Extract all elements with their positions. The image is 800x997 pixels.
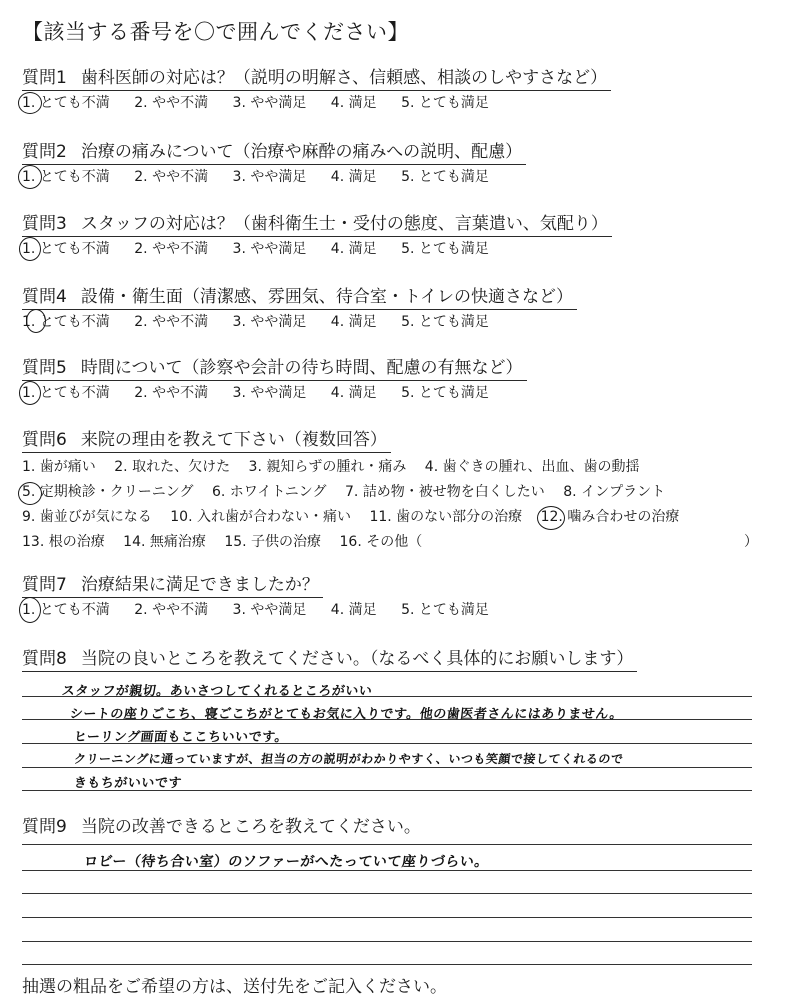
question-1 (22, 66, 792, 113)
q9-line-1 (22, 844, 752, 845)
q2-option-3[interactable]: 3. やや満足 (232, 169, 307, 185)
question-3-text: スタッフの対応は？（歯科衛生士・受付の態度、言葉遣い、気配り） (80, 214, 608, 234)
q3-option-3[interactable]: 3. やや満足 (232, 241, 307, 257)
q5-option-1[interactable]: 1. とても不満 (22, 383, 110, 403)
q8-answer-5: きもちがいいです (73, 776, 183, 791)
q4-option-3[interactable]: 3. やや満足 (232, 314, 307, 330)
question-2-title (22, 140, 526, 165)
question-8-number: 質問8 (22, 649, 67, 669)
q1-option-2[interactable]: 2. やや不満 (134, 95, 209, 111)
question-6-title (22, 428, 391, 453)
q2-option-2[interactable]: 2. やや不満 (134, 169, 209, 185)
question-4-options (22, 312, 792, 332)
question-5-text: 時間について（診察や会計の待ち時間、配慮の有無など） (80, 358, 523, 378)
q6-option-16[interactable]: 16. その他（ (339, 534, 423, 550)
question-9 (22, 815, 792, 839)
question-5-options (22, 383, 792, 403)
q6-option-3[interactable]: 3. 親知らずの腫れ・痛み (248, 459, 407, 475)
q7-option-5[interactable]: 5. とても満足 (401, 602, 489, 618)
q9-answer-1: ロビー（待ち合い室）のソファーがへたっていて座りづらい。 (83, 854, 490, 870)
q4-option-1[interactable]: 1. とても不満 (22, 312, 110, 332)
q7-option-1[interactable]: 1. とても不満 (22, 600, 110, 620)
q6-option-10[interactable]: 10. 入れ歯が合わない・痛い (170, 509, 351, 525)
question-2 (22, 140, 792, 187)
q9-line-4 (22, 917, 752, 918)
question-6-number: 質問6 (22, 430, 67, 450)
question-7-number: 質問7 (22, 575, 67, 595)
q5-option-2[interactable]: 2. やや不満 (134, 385, 209, 401)
question-1-title (22, 66, 611, 91)
q1-option-4[interactable]: 4. 満足 (330, 95, 377, 111)
q7-option-3[interactable]: 3. やや満足 (232, 602, 307, 618)
question-4 (22, 285, 792, 332)
q2-option-1[interactable]: 1. とても不満 (22, 167, 110, 187)
question-7-text: 治療結果に満足できましたか？ (80, 575, 319, 595)
q6-option-13[interactable]: 13. 根の治療 (22, 534, 105, 550)
footer-text: 抽選の粗品をご希望の方は、送付先をご記入ください。 (22, 977, 447, 997)
q2-option-4[interactable]: 4. 満足 (330, 169, 377, 185)
q8-answer-area[interactable] (22, 668, 772, 798)
q4-option-4[interactable]: 4. 満足 (330, 314, 377, 330)
q8-answer-3: ヒーリング画面もここちいいです。 (73, 730, 289, 745)
q1-option-3[interactable]: 3. やや満足 (232, 95, 307, 111)
q3-option-1[interactable]: 1. とても不満 (22, 239, 110, 259)
question-4-number: 質問4 (22, 287, 67, 307)
question-3-options (22, 239, 792, 259)
question-6-text: 来院の理由を教えて下さい（複数回答） (80, 430, 387, 450)
q8-answer-1: スタッフが親切。あいさつしてくれるところがいい (61, 684, 374, 699)
q9-line-6 (22, 964, 752, 965)
q6-option-12[interactable]: 12. 噛み合わせの治療 (541, 505, 680, 530)
q6-row-1 (22, 455, 792, 480)
question-6 (22, 428, 792, 555)
q7-option-2[interactable]: 2. やや不満 (134, 602, 209, 618)
q8-answer-4: クリーニングに通っていますが、担当の方の説明がわかりやすく、いつも笑顔で接してくれるので (73, 752, 625, 766)
q9-answer-area[interactable] (22, 840, 772, 970)
question-5 (22, 356, 792, 403)
q6-row-3 (22, 505, 792, 530)
q7-option-4[interactable]: 4. 満足 (330, 602, 377, 618)
q6-option-15[interactable]: 15. 子供の治療 (224, 534, 322, 550)
q5-option-5[interactable]: 5. とても満足 (401, 385, 489, 401)
question-7-options (22, 600, 792, 620)
question-4-title (22, 285, 577, 310)
q8-line-4 (22, 767, 752, 768)
instruction-header: 【該当する番号を〇で囲んでください】 (22, 20, 409, 44)
question-4-text: 設備・衛生面（清潔感、雰囲気、待合室・トイレの快適さなど） (80, 287, 573, 307)
question-2-options (22, 167, 792, 187)
question-3-title (22, 212, 612, 237)
q6-option-6[interactable]: 6. ホワイトニング (211, 484, 327, 500)
question-6-options (22, 455, 792, 555)
q3-option-5[interactable]: 5. とても満足 (401, 241, 489, 257)
question-5-title (22, 356, 527, 381)
q6-option-4[interactable]: 4. 歯ぐきの腫れ、出血、歯の動揺 (424, 459, 640, 475)
q4-option-5[interactable]: 5. とても満足 (401, 314, 489, 330)
q6-option-14[interactable]: 14. 無痛治療 (123, 534, 206, 550)
question-2-text: 治療の痛みについて（治療や麻酔の痛みへの説明、配慮） (80, 142, 523, 162)
q6-option-5[interactable]: 5. 定期検診・クリーニング (22, 480, 194, 505)
question-8-text: 当院の良いところを教えてください。（なるべく具体的にお願いします） (80, 649, 634, 669)
q6-row-2 (22, 480, 792, 505)
question-9-number: 質問9 (22, 817, 67, 837)
q9-line-5 (22, 941, 752, 942)
question-9-text: 当院の改善できるところを教えてください。 (80, 817, 421, 837)
question-9-title (22, 815, 425, 839)
question-2-number: 質問2 (22, 142, 67, 162)
q8-answer-2: シートの座りごこち、寝ごこちがとてもお気に入りです。他の歯医者さんにはありません。 (69, 707, 624, 722)
question-7 (22, 573, 792, 620)
question-3-number: 質問3 (22, 214, 67, 234)
q1-option-1[interactable]: 1. とても不満 (22, 93, 110, 113)
question-1-options (22, 93, 792, 113)
q6-row-4 (22, 530, 792, 555)
q6-option-1[interactable]: 1. 歯が痛い (22, 459, 96, 475)
q5-option-4[interactable]: 4. 満足 (330, 385, 377, 401)
q6-option-8[interactable]: 8. インプラント (563, 484, 666, 500)
q3-option-4[interactable]: 4. 満足 (330, 241, 377, 257)
q6-option-7[interactable]: 7. 詰め物・被せ物を白くしたい (345, 484, 545, 500)
q9-line-3 (22, 893, 752, 894)
q1-option-5[interactable]: 5. とても満足 (401, 95, 489, 111)
q4-option-2[interactable]: 2. やや不満 (134, 314, 209, 330)
q2-option-5[interactable]: 5. とても満足 (401, 169, 489, 185)
question-3 (22, 212, 792, 259)
q6-option-11[interactable]: 11. 歯のない部分の治療 (369, 509, 523, 525)
q6-option-9[interactable]: 9. 歯並びが気になる (22, 509, 152, 525)
question-1-text: 歯科医師の対応は？（説明の明解さ、信頼感、相談のしやすさなど） (80, 68, 608, 88)
q6-option-2[interactable]: 2. 取れた、欠けた (114, 459, 231, 475)
q6-other-close-paren: ） (744, 534, 758, 550)
q5-option-3[interactable]: 3. やや満足 (232, 385, 307, 401)
q3-option-2[interactable]: 2. やや不満 (134, 241, 209, 257)
question-1-number: 質問1 (22, 68, 67, 88)
question-5-number: 質問5 (22, 358, 67, 378)
question-7-title (22, 573, 323, 598)
